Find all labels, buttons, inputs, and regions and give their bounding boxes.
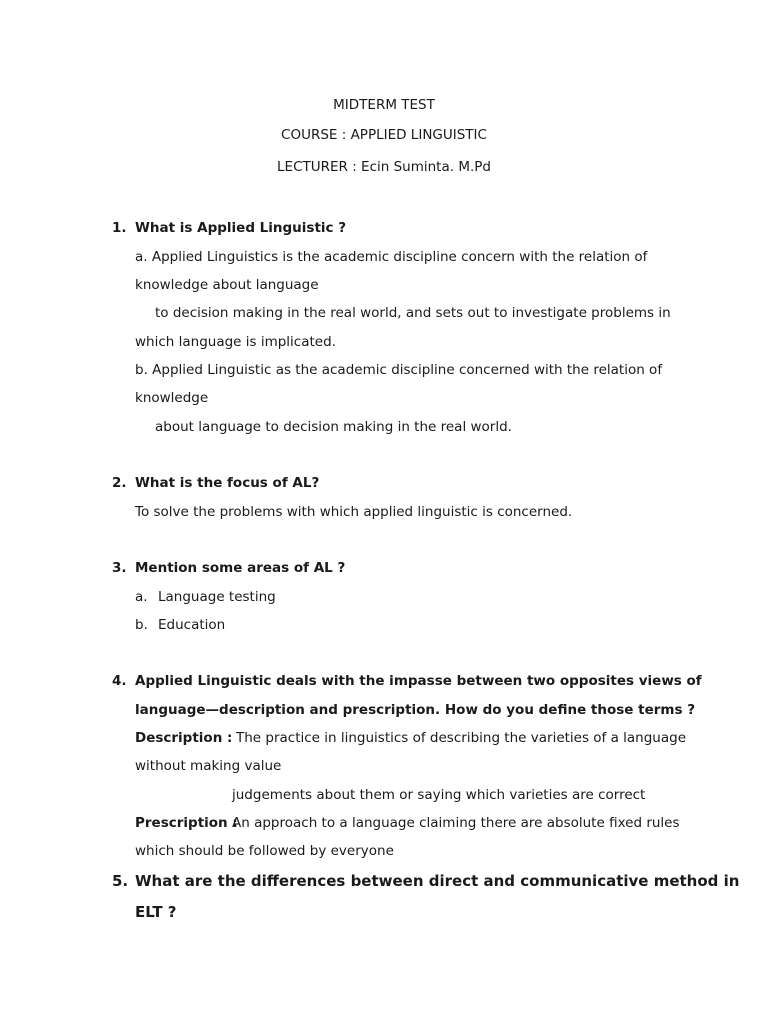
description-text-line: judgements about them or saying which varieties are correct — [232, 787, 646, 803]
description-label: Description : — [135, 730, 233, 746]
question-4-number: 4. — [112, 673, 127, 689]
question-5-text-line: ELT ? — [135, 903, 177, 921]
question-3-item-text: Language testing — [158, 589, 276, 605]
question-4-text-line: language—description and prescription. How do you define those terms ? — [135, 702, 696, 718]
question-3-item-text: Education — [158, 617, 226, 633]
description-text-line: The practice in linguistics of describing the varieties of a language — [236, 730, 687, 746]
question-1-text: What is Applied Linguistic ? — [135, 220, 347, 236]
question-1-answer-line: knowledge about language — [135, 277, 319, 293]
question-1-answer-line: to decision making in the real world, and sets out to investigate problems in — [155, 305, 671, 321]
lecturer-line: LECTURER : Ecin Suminta. M.Pd — [277, 159, 491, 175]
question-3-number: 3. — [112, 560, 127, 576]
description-text-line: without making value — [135, 758, 282, 774]
question-3-text: Mention some areas of AL ? — [135, 560, 346, 576]
course-line: COURSE : APPLIED LINGUISTIC — [281, 127, 487, 143]
prescription-label: Prescription : — [135, 815, 238, 831]
question-4-text-line: Applied Linguistic deals with the impasse between two opposites views of — [135, 673, 702, 689]
document-title: MIDTERM TEST — [333, 97, 435, 113]
question-2-text: What is the focus of AL? — [135, 475, 320, 491]
question-1-answer-line: knowledge — [135, 390, 209, 406]
question-1-answer-line: a. Applied Linguistics is the academic discipline concern with the relation of — [135, 249, 648, 265]
question-1-answer-line: which language is implicated. — [135, 334, 336, 350]
question-2-number: 2. — [112, 475, 127, 491]
question-5-text-line: What are the differences between direct and communicative method in — [135, 872, 740, 890]
question-1-number: 1. — [112, 220, 127, 236]
question-5-number: 5. — [112, 872, 129, 890]
question-2-answer-line: To solve the problems with which applied linguistic is concerned. — [135, 504, 573, 520]
question-3-item-marker: a. — [135, 589, 148, 605]
question-1-answer-line: about language to decision making in the real world. — [155, 419, 512, 435]
prescription-text-line: which should be followed by everyone — [135, 843, 394, 859]
question-3-item-marker: b. — [135, 617, 148, 633]
prescription-text-line: An approach to a language claiming there are absolute fixed rules — [232, 815, 680, 831]
question-1-answer-line: b. Applied Linguistic as the academic discipline concerned with the relation of — [135, 362, 663, 378]
